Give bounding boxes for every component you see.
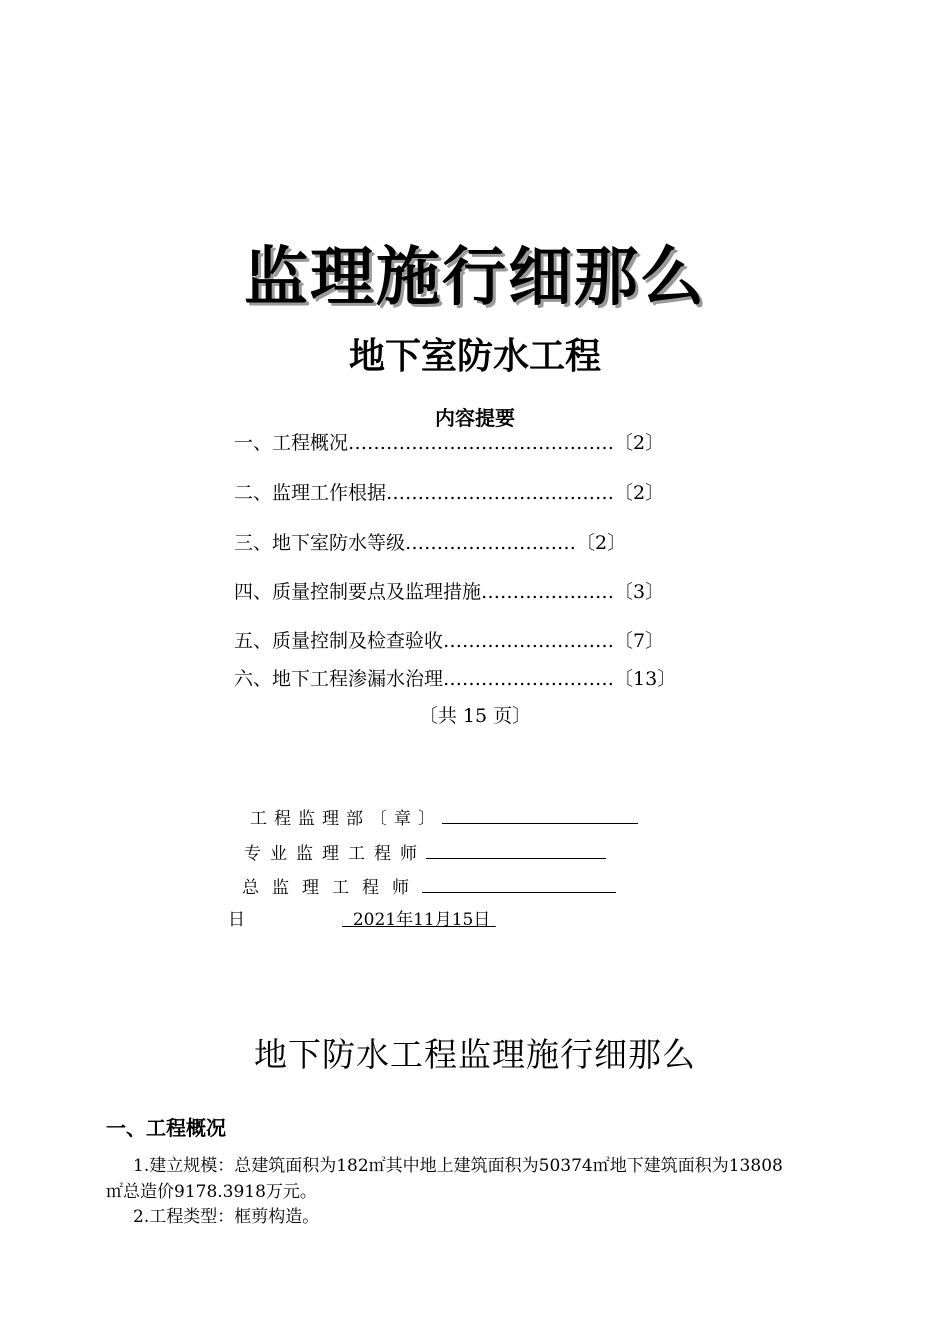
toc-page: 〔13〕 <box>614 668 677 690</box>
toc-page: 〔7〕 <box>614 630 665 652</box>
date-value <box>342 908 496 932</box>
date-text: 2021年11月15日 <box>352 910 491 930</box>
toc-item <box>234 530 626 556</box>
toc-item <box>234 628 664 654</box>
toc-label: 一、工程概况 <box>234 432 349 454</box>
body-heading: 地下防水工程监理施行细那么 <box>254 1035 696 1074</box>
document-subtitle: 地下室防水工程 <box>348 336 601 377</box>
toc-leader: ……………………… <box>443 668 615 690</box>
signature-line[interactable] <box>442 805 638 824</box>
toc-page: 〔2〕 <box>576 532 627 554</box>
toc-label: 二、监理工作根据 <box>234 482 387 504</box>
paragraph-line: 2.工程类型：框剪构造。 <box>133 1207 320 1227</box>
toc-item <box>234 666 676 692</box>
toc-item <box>234 579 664 605</box>
signature-line[interactable] <box>426 840 606 859</box>
toc-item <box>234 430 664 456</box>
date-label: 日 <box>228 910 245 930</box>
total-pages: 〔共 15 页〕 <box>418 705 532 727</box>
paragraph-line: ㎡总造价9178.3918万元。 <box>106 1182 317 1202</box>
document-title: 监理施行细那么 <box>244 241 706 315</box>
toc-leader: ……………………………… <box>386 482 615 504</box>
toc-leader: ………………… <box>481 581 615 603</box>
toc-label: 四、质量控制要点及监理措施 <box>234 581 482 603</box>
toc-label: 六、地下工程渗漏水治理 <box>234 668 444 690</box>
toc-page: 〔2〕 <box>614 482 665 504</box>
signature-chief-row <box>242 874 616 900</box>
signature-label: 总监理工程师 <box>242 878 422 898</box>
signature-label: 专业监理工程师 <box>244 844 426 864</box>
signature-dept-row <box>250 805 638 831</box>
toc-label: 五、质量控制及检查验收 <box>234 630 444 652</box>
toc-label: 三、地下室防水等级 <box>234 532 406 554</box>
toc-page: 〔2〕 <box>614 432 665 454</box>
toc-page: 〔3〕 <box>614 581 665 603</box>
signature-line[interactable] <box>422 874 616 893</box>
paragraph-line: 1.建立规模：总建筑面积为182㎡其中地上建筑面积为50374㎡地下建筑面积为13808 <box>133 1156 783 1176</box>
toc-leader: ……………………… <box>405 532 577 554</box>
toc-heading: 内容提要 <box>435 406 515 430</box>
signature-specialist-row <box>244 840 606 866</box>
toc-item <box>234 480 664 506</box>
signature-label: 工程监理部〔章〕 <box>250 809 442 829</box>
toc-leader: ……………………… <box>443 630 615 652</box>
section-heading: 一、工程概况 <box>106 1116 226 1140</box>
toc-leader: …………………………………… <box>348 432 615 454</box>
